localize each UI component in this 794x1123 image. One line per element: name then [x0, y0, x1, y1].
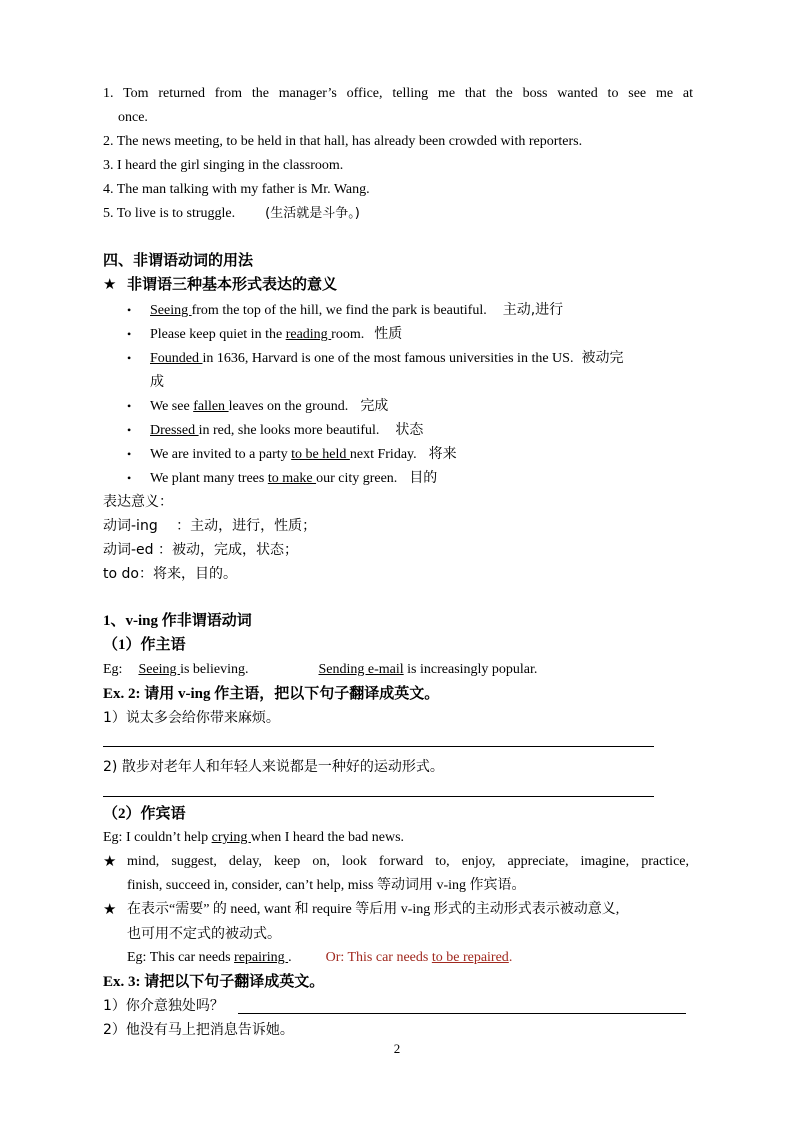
- example-5-text: 5. To live is to struggle.: [103, 206, 236, 221]
- ex2-question-1: 1）说太多会给你带来麻烦。: [103, 710, 280, 726]
- bullet-4: [150, 396, 388, 417]
- bullet-1-underlined: Seeing: [150, 303, 192, 318]
- section-4-star-heading: 非谓语三种基本形式表达的意义: [127, 277, 338, 293]
- ex2-question-2: 2) 散步对老年人和年轻人来说都是一种好的运动形式。: [103, 759, 444, 775]
- bullet-2-meaning: 性质: [374, 326, 403, 342]
- eg1-underlined-1: Seeing: [138, 662, 181, 677]
- bullet-icon: •: [127, 471, 132, 485]
- bullet-icon: •: [127, 399, 132, 413]
- bullet-3: [150, 348, 623, 369]
- meaning-ed: 动词-ed ：被动，完成，状态；: [103, 542, 299, 558]
- bullet-2-rest: room.: [331, 327, 365, 342]
- bullet-1-rest: from the top of the hill, we find the park is beautiful.: [191, 303, 487, 318]
- eg3-or-pre: Or: This car needs: [325, 950, 432, 965]
- example-4: 4. The man talking with my father is Mr. Wang.: [103, 182, 370, 197]
- example-1-line1: 1. Tom returned from the manager’s office, telling me that the boss wanted to see me at: [103, 86, 693, 101]
- eg2-rest: when I heard the bad news.: [250, 830, 405, 845]
- star-verbs-line2: finish, succeed in, consider, can’t help, miss 等动词用 v-ing 作宾语。: [127, 878, 526, 893]
- bullet-4-rest: leaves on the ground.: [228, 399, 349, 414]
- eg1-rest-1: is believing.: [180, 662, 249, 677]
- meaning-title: 表达意义：: [103, 494, 173, 510]
- bullet-7: [150, 468, 437, 489]
- example-2: 2. The news meeting, to be held in that hall, has already been crowded with reporters.: [103, 134, 583, 149]
- ving-sub1: （1）作主语: [103, 637, 186, 653]
- meaning-todo: to do：将来，目的。: [103, 566, 237, 582]
- eg3-or-underlined: to be repaired: [431, 950, 509, 965]
- eg1-label: Eg:: [103, 662, 123, 677]
- section-4-title: 四、非谓语动词的用法: [103, 253, 254, 269]
- bullet-3-meaning-cont: 成: [150, 374, 164, 390]
- ving-eg2: [103, 828, 404, 848]
- bullet-1: [150, 300, 563, 321]
- bullet-icon: •: [127, 351, 132, 365]
- bullet-7-meaning: 目的: [409, 470, 438, 486]
- bullet-1-meaning: 主动,进行: [502, 302, 564, 318]
- eg1-rest-2: is increasingly popular.: [403, 662, 538, 677]
- bullet-5: [150, 420, 423, 441]
- ving-eg1: [103, 660, 537, 680]
- example-3: 3. I heard the girl singing in the classroom.: [103, 158, 344, 173]
- ving-sub2: （2）作宾语: [103, 806, 186, 822]
- ving-title: 1、v-ing 作非谓语动词: [103, 613, 252, 629]
- bullet-2-pre: Please keep quiet in the: [150, 327, 286, 342]
- example-5-note: (生活就是斗争。): [265, 206, 360, 221]
- ex3-question-1: 1）你介意独处吗？: [103, 998, 224, 1014]
- bullet-3-meaning: 被动完: [581, 350, 624, 366]
- bullet-icon: •: [127, 423, 132, 437]
- bullet-5-meaning: 状态: [395, 422, 424, 438]
- ex3-question-2: 2）他没有马上把消息告诉她。: [103, 1022, 294, 1038]
- eg3-dot: .: [288, 950, 292, 965]
- bullet-4-underlined: fallen: [193, 399, 229, 414]
- eg1-underlined-2: Sending e-mail: [318, 662, 404, 677]
- eg3-pre: Eg: This car needs: [127, 950, 235, 965]
- eg2-underlined: crying: [211, 830, 251, 845]
- eg3-underlined: repairing: [234, 950, 289, 965]
- bullet-5-underlined: Dressed: [150, 423, 199, 438]
- bullet-6-meaning: 将来: [428, 446, 457, 462]
- meaning-ing: 动词-ing ：主动，进行，性质；: [103, 518, 317, 534]
- star-need-line2: 也可用不定式的被动式。: [127, 926, 281, 942]
- bullet-icon: •: [127, 327, 132, 341]
- star-icon: ★: [103, 277, 117, 293]
- eg3-or-dot: .: [508, 950, 513, 965]
- ving-eg3: [127, 948, 512, 968]
- bullet-icon: •: [127, 447, 132, 461]
- page-number: 2: [393, 1041, 401, 1056]
- bullet-icon: •: [127, 303, 132, 317]
- bullet-2-underlined: reading: [285, 327, 332, 342]
- answer-line-3[interactable]: [238, 1013, 686, 1014]
- bullet-7-pre: We plant many trees: [150, 471, 268, 486]
- bullet-4-pre: We see: [150, 399, 194, 414]
- bullet-3-underlined: Founded: [150, 351, 203, 366]
- bullet-5-rest: in red, she looks more beautiful.: [198, 423, 380, 438]
- bullet-4-meaning: 完成: [360, 398, 389, 414]
- star-verbs-line1: mind, suggest, delay, keep on, look forward to, enjoy, appreciate, imagine, practice,: [127, 854, 689, 869]
- star-need-line1: 在表示“需要” 的 need, want 和 require 等后用 v-ing 形式的主动形式表示被动意义,: [127, 902, 620, 917]
- ex3-heading: Ex. 3: 请把以下句子翻译成英文。: [103, 974, 325, 990]
- bullet-6-rest: next Friday.: [349, 447, 417, 462]
- eg2-pre: Eg: I couldn’t help: [103, 830, 212, 845]
- bullet-6: [150, 444, 457, 465]
- bullet-7-rest: our city green.: [316, 471, 398, 486]
- example-1-line2: once.: [118, 110, 148, 125]
- bullet-3-rest: in 1636, Harvard is one of the most famous universities in the US.: [202, 351, 574, 366]
- star-icon: ★: [103, 854, 117, 870]
- answer-line-1[interactable]: [103, 746, 654, 747]
- answer-line-2[interactable]: [103, 796, 654, 797]
- bullet-7-underlined: to make: [267, 471, 317, 486]
- bullet-6-pre: We are invited to a party: [150, 447, 292, 462]
- bullet-6-underlined: to be held: [291, 447, 350, 462]
- star-icon: ★: [103, 902, 117, 918]
- ex2-heading: Ex. 2: 请用 v-ing 作主语，把以下句子翻译成英文。: [103, 686, 440, 702]
- bullet-2: [150, 324, 402, 345]
- example-5: [103, 204, 360, 224]
